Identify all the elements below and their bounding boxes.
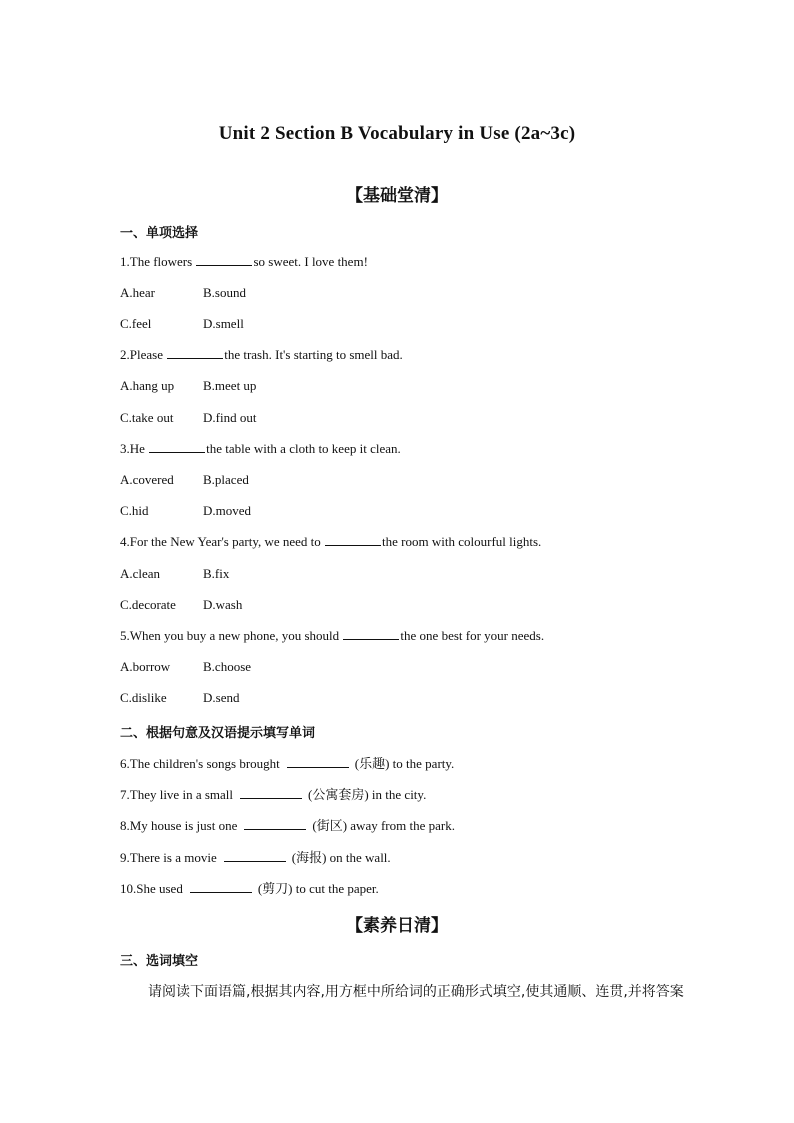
answer-blank[interactable] [149, 441, 205, 453]
option-c: C.dislike [120, 690, 167, 705]
option-a: A.borrow [120, 659, 171, 674]
question-10: 10.She used (剪刀) to cut the paper. [120, 881, 379, 896]
banner-literacy: 【素养日清】 [346, 916, 448, 936]
question-9: 9.There is a movie (海报) on the wall. [120, 850, 391, 865]
option-b: B.sound [203, 285, 246, 300]
answer-blank[interactable] [167, 347, 223, 359]
page-title: Unit 2 Section B Vocabulary in Use (2a~3c) [218, 123, 576, 144]
option-a: A.clean [120, 566, 161, 581]
answer-blank[interactable] [244, 818, 306, 830]
option-c: C.take out [120, 410, 174, 425]
question-7: 7.They live in a small (公寓套房) in the city. [120, 787, 427, 802]
option-d: D.send [203, 690, 240, 705]
option-a: A.hang up [120, 378, 175, 393]
section-heading-3: 三、选词填空 [120, 954, 199, 969]
question-8: 8.My house is just one (街区) away from the park. [120, 818, 455, 833]
question-5: 5.When you buy a new phone, you should the one best for your needs. [120, 628, 545, 643]
answer-blank[interactable] [224, 850, 286, 862]
answer-blank[interactable] [287, 756, 349, 768]
option-d: D.moved [203, 503, 252, 518]
option-c: C.hid [120, 503, 149, 518]
option-b: B.placed [203, 472, 249, 487]
question-4: 4.For the New Year's party, we need to the room with colourful lights. [120, 534, 542, 549]
option-d: D.wash [203, 597, 243, 612]
section-heading-2: 二、根据句意及汉语提示填写单词 [120, 726, 316, 741]
option-b: B.meet up [203, 378, 257, 393]
option-a: A.covered [120, 472, 174, 487]
answer-blank[interactable] [343, 628, 399, 640]
option-b: B.fix [203, 566, 230, 581]
option-d: D.smell [203, 316, 244, 331]
answer-blank[interactable] [196, 254, 252, 266]
instruction-text: 请阅读下面语篇,根据其内容,用方框中所给词的正确形式填空,使其通顺、连贯,并将答案 [148, 984, 684, 1000]
question-2: 2.Please the trash. It's starting to smell bad. [120, 347, 403, 362]
section-heading-1: 一、单项选择 [120, 226, 199, 241]
question-6: 6.The children's songs brought (乐趣) to the party. [120, 756, 455, 771]
answer-blank[interactable] [190, 881, 252, 893]
question-3: 3.He the table with a cloth to keep it clean. [120, 441, 401, 456]
option-d: D.find out [203, 410, 257, 425]
option-c: C.feel [120, 316, 152, 331]
option-c: C.decorate [120, 597, 176, 612]
answer-blank[interactable] [240, 787, 302, 799]
question-1: 1.The flowers so sweet. I love them! [120, 254, 368, 269]
answer-blank[interactable] [325, 534, 381, 546]
option-a: A.hear [120, 285, 156, 300]
option-b: B.choose [203, 659, 252, 674]
banner-basic: 【基础堂清】 [346, 186, 448, 206]
